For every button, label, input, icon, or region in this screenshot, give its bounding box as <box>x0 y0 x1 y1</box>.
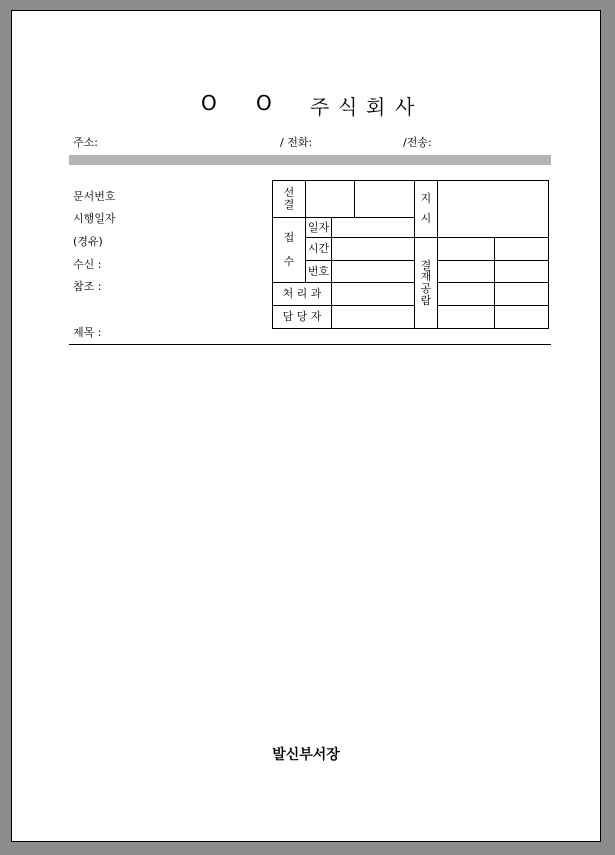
reference-label: 참조 : <box>73 280 102 293</box>
joint-approval-cell[interactable] <box>438 261 495 283</box>
instruction-cell[interactable] <box>438 181 549 238</box>
via-label: (경유) <box>73 235 103 248</box>
time-label: 시간 <box>306 238 332 261</box>
joint-approval-header: 결 재 공 람 <box>415 238 438 329</box>
instruction-header: 지 시 <box>415 181 438 238</box>
title-char: 주 <box>310 95 330 119</box>
person-in-charge-cell[interactable] <box>332 306 415 329</box>
time-cell[interactable] <box>332 238 415 261</box>
title-char: 식 <box>338 95 358 119</box>
sender-signature: 발신부서장 <box>272 747 340 763</box>
phone-label: / 전화: <box>280 136 313 149</box>
number-cell[interactable] <box>332 261 415 283</box>
recipient-label: 수신 : <box>73 258 102 271</box>
joint-approval-cell[interactable] <box>438 306 495 329</box>
joint-approval-cell[interactable] <box>495 261 549 283</box>
date-cell[interactable] <box>332 218 415 238</box>
seongyeol-header: 선 결 <box>273 181 306 218</box>
date-label: 일자 <box>306 218 332 238</box>
approval-table <box>272 180 549 329</box>
number-label: 번호 <box>306 261 332 283</box>
header-bottom-rule <box>69 344 551 345</box>
title-char: 회 <box>366 95 386 119</box>
title-char: O <box>201 91 217 115</box>
processing-dept-cell[interactable] <box>332 283 415 306</box>
address-label: 주소: <box>73 136 98 149</box>
title-char: O <box>256 91 272 115</box>
seongyeol-cell-2[interactable] <box>355 181 415 218</box>
joint-approval-cell[interactable] <box>438 238 495 261</box>
title-char: 사 <box>395 95 415 119</box>
joint-approval-cell[interactable] <box>495 306 549 329</box>
header-divider-bar <box>69 155 551 165</box>
joint-approval-cell[interactable] <box>495 283 549 306</box>
document-page <box>11 10 601 842</box>
processing-dept-label: 처 리 과 <box>273 283 332 306</box>
jeopsu-header: 접 수 <box>273 218 306 283</box>
exec-date-label: 시행일자 <box>73 212 116 225</box>
doc-number-label: 문서번호 <box>73 190 116 203</box>
seongyeol-cell-1[interactable] <box>306 181 355 218</box>
joint-approval-cell[interactable] <box>495 238 549 261</box>
subject-label: 제목 : <box>73 326 102 339</box>
joint-approval-cell[interactable] <box>438 283 495 306</box>
person-in-charge-label: 담 당 자 <box>273 306 332 329</box>
fax-label: /전송: <box>403 136 432 149</box>
